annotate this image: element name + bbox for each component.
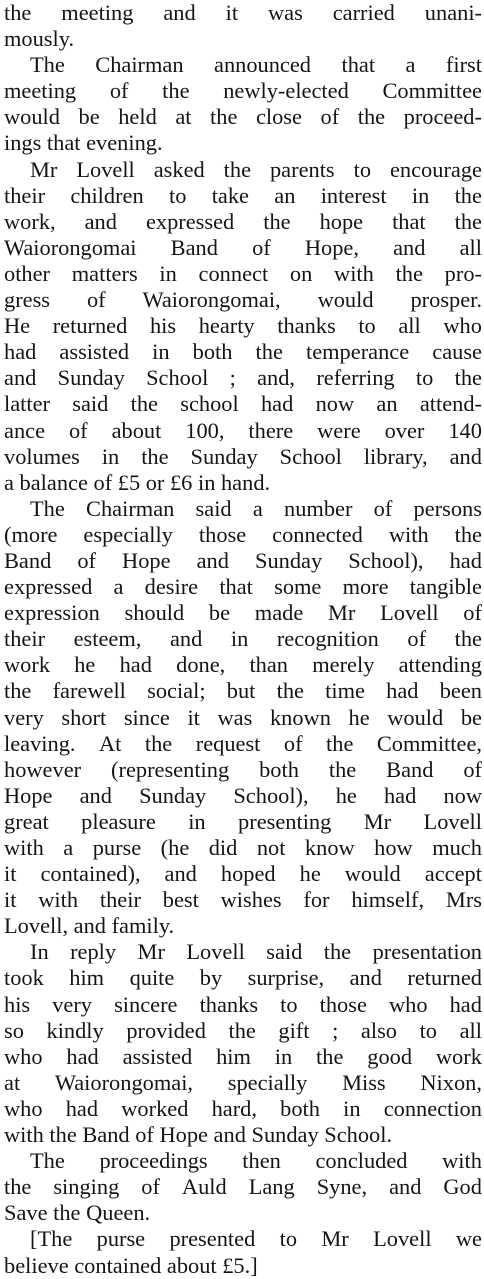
article-paragraph: [4, 1226, 482, 1278]
text-line: The Chairman announced that a first: [30, 52, 482, 78]
text-line: with the Band of Hope and Sunday School.: [4, 1122, 393, 1148]
article-paragraph: [4, 496, 482, 940]
text-line: the farewell social; but the time had been: [4, 678, 482, 704]
text-line: The Chairman said a number of persons: [30, 495, 482, 521]
text-line: (more especially those connected with the: [4, 521, 482, 547]
text-line: ance of about 100, there were over 140: [4, 417, 482, 443]
text-line: believe contained about £5.]: [4, 1252, 258, 1278]
text-line: Hope and Sunday School), he had now: [4, 782, 482, 808]
text-line: it contained), and hoped he would accept: [4, 861, 482, 887]
text-line: their esteem, and in recognition of the: [4, 626, 482, 652]
text-line: Waiorongomai Band of Hope, and all: [4, 234, 482, 260]
text-line: work he had done, than merely attending: [4, 652, 482, 678]
text-line: mously.: [4, 26, 75, 52]
text-line: He returned his hearty thanks to all who: [4, 313, 482, 339]
text-line: Save the Queen.: [4, 1200, 151, 1226]
text-line: and Sunday School ; and, referring to the: [4, 365, 482, 391]
text-line: gress of Waiorongomai, would prosper.: [4, 287, 482, 313]
article-paragraph: [4, 939, 482, 1148]
article-paragraph: [4, 157, 482, 496]
text-line: ings that evening.: [4, 130, 163, 156]
text-line: so kindly provided the gift ; also to all: [4, 1017, 482, 1043]
text-line: it with their best wishes for himself, Mrs: [4, 887, 482, 913]
text-line: at Waiorongomai, specially Miss Nixon,: [4, 1069, 482, 1095]
text-line: work, and expressed the hope that the: [4, 208, 482, 234]
text-line: took him quite by surprise, and returned: [4, 965, 482, 991]
text-line: would be held at the close of the proceed-: [4, 104, 482, 130]
text-line: [The purse presented to Mr Lovell we: [30, 1226, 482, 1252]
text-line: with a purse (he did not know how much: [4, 835, 482, 860]
text-line: latter said the school had now an attend-: [4, 391, 482, 417]
text-line: In reply Mr Lovell said the presentation: [30, 939, 482, 965]
article-paragraph: [4, 52, 482, 156]
text-line: who had worked hard, both in connection: [4, 1095, 482, 1121]
text-line: his very sincere thanks to those who had: [4, 991, 482, 1017]
text-line: expression should be made Mr Lovell of: [4, 600, 482, 626]
text-line: the meeting and it was carried unani-: [4, 0, 482, 25]
text-line: leaving. At the request of the Committee,: [4, 730, 482, 756]
text-line: however (representing both the Band of: [4, 756, 482, 782]
text-line: meeting of the newly-elected Committee: [4, 78, 482, 104]
text-line: very short since it was known he would be: [4, 704, 482, 730]
newspaper-column: [4, 0, 482, 1279]
article-paragraph: [4, 0, 482, 52]
text-line: had assisted in both the temperance cause: [4, 339, 482, 365]
text-line: the singing of Auld Lang Syne, and God: [4, 1174, 482, 1200]
text-line: other matters in connect on with the pro-: [4, 260, 482, 286]
text-line: Band of Hope and Sunday School), had: [4, 547, 482, 573]
text-line: their children to take an interest in the: [4, 182, 482, 208]
text-line: a balance of £5 or £6 in hand.: [4, 469, 271, 495]
text-line: The proceedings then concluded with: [30, 1148, 482, 1174]
text-line: great pleasure in presenting Mr Lovell: [4, 808, 482, 834]
article-paragraph: [4, 1148, 482, 1226]
text-line: Mr Lovell asked the parents to encourage: [30, 156, 482, 182]
text-line: volumes in the Sunday School library, and: [4, 443, 482, 469]
text-line: who had assisted him in the good work: [4, 1043, 482, 1069]
text-line: Lovell, and family.: [4, 913, 175, 939]
text-line: expressed a desire that some more tangible: [4, 574, 482, 600]
